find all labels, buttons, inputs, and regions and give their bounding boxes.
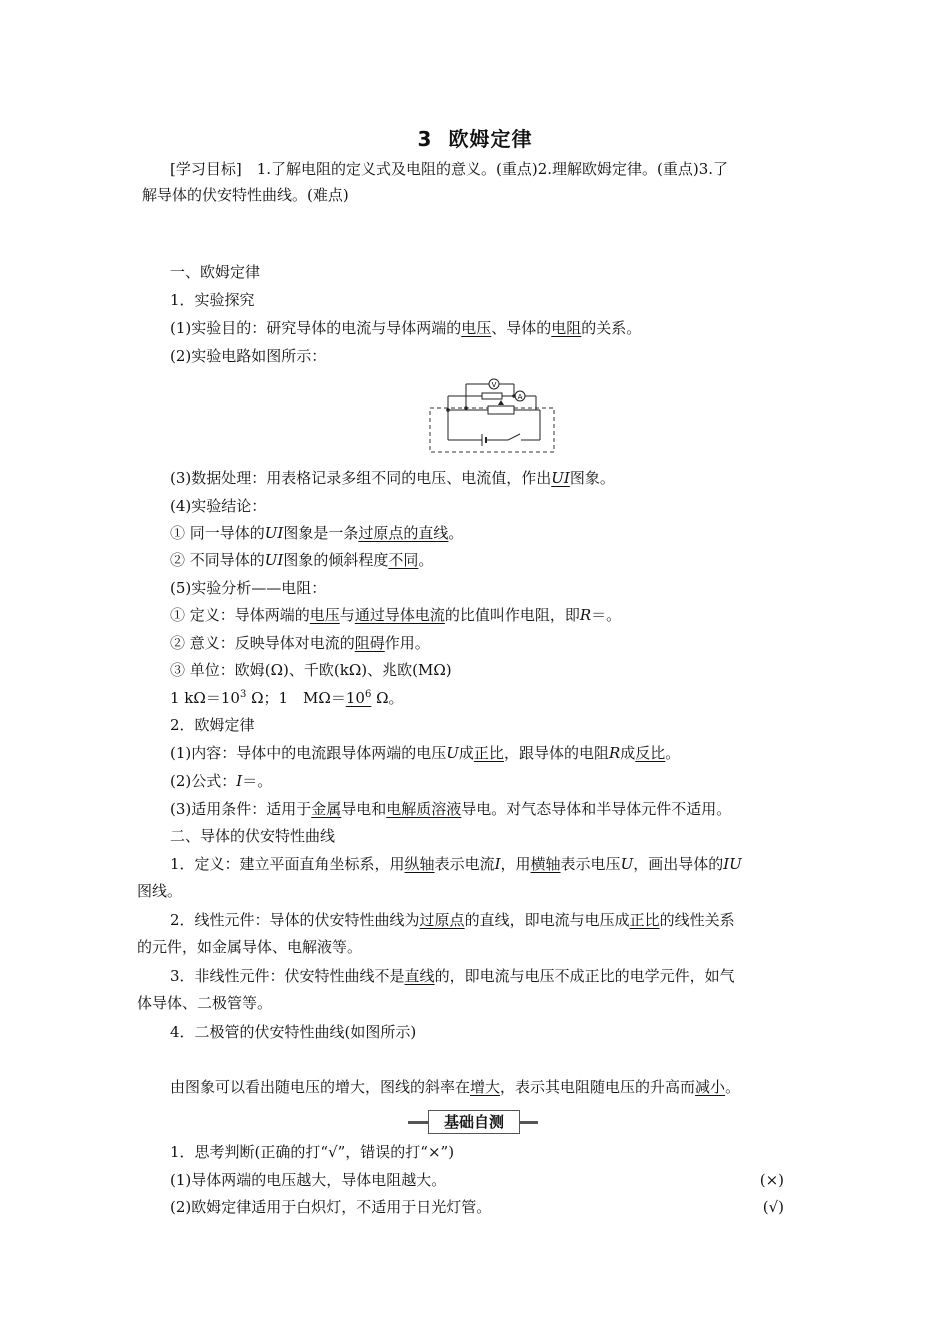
text: (3)数据处理：用表格记录多组不同的电压、电流值，作出 (170, 469, 552, 487)
diode-curve: 4．二极管的伏安特性曲线(如图所示) (170, 1023, 417, 1041)
voltmeter-label: V (491, 381, 497, 389)
text: (1)实验目的：研究导体的电流与导体两端的 (170, 319, 462, 337)
underlined-answer: 直线 (404, 967, 435, 985)
text: 。 (665, 744, 681, 762)
text: 图象。 (569, 469, 615, 487)
goals-line-1: [学习目标] 1.了解电阻的定义式及电阻的意义。(重点)2.理解欧姆定律。(重点)3.了 (170, 160, 729, 178)
underlined-answer: 正比 (473, 744, 504, 762)
variable: UI (264, 551, 284, 569)
subheading-experiment: 1．实验探究 (170, 291, 255, 309)
underlined-answer: 增大 (470, 1078, 501, 1096)
curve-definition-cont: 图线。 (137, 882, 183, 900)
ammeter-label: A (517, 393, 523, 401)
text: 的比值叫作电阻，即 (444, 606, 580, 624)
text: 表示电流 (434, 855, 495, 873)
conclusion-2 (170, 550, 433, 570)
law-formula (170, 771, 272, 791)
variable: R (579, 606, 592, 624)
rheostat-icon (488, 406, 514, 414)
quiz-answer-1: (×) (759, 1171, 784, 1189)
text: 的线性关系 (659, 911, 735, 929)
learning-goals (142, 156, 812, 208)
underlined-answer: 纵轴 (404, 855, 435, 873)
text: ，跟导体的电阻 (503, 744, 609, 762)
underlined-answer: 电解质溶液 (386, 800, 462, 818)
text: 成 (458, 744, 474, 762)
underlined-answer: 正比 (629, 911, 660, 929)
text: ＝。 (591, 606, 622, 624)
text: 图象的倾斜程度 (283, 551, 389, 569)
text: 作用。 (384, 634, 430, 652)
underlined-answer: 反比 (635, 744, 666, 762)
text: 图象是一条 (283, 524, 359, 542)
variable: I (236, 772, 243, 790)
junction-dot (512, 394, 516, 398)
text: 1．定义：建立平面直角坐标系，用 (170, 855, 405, 873)
underlined-answer: 阻碍 (354, 634, 385, 652)
text: 3．非线性元件：伏安特性曲线不是 (170, 967, 405, 985)
switch-icon (508, 434, 520, 440)
text: ＝。 (242, 772, 273, 790)
linear-element-cont: 的元件，如金属导体、电解液等。 (137, 938, 363, 956)
text: 表示电压 (560, 855, 621, 873)
unit-conversion (170, 688, 404, 708)
text: Ω；1 MΩ＝ (246, 689, 346, 707)
text: 2．线性元件：导体的伏安特性曲线为 (170, 911, 420, 929)
underlined-answer: 横轴 (530, 855, 561, 873)
text: 。 (418, 551, 434, 569)
law-content (170, 743, 680, 763)
exponent: 6 (364, 689, 372, 700)
quiz-answer-2: (√) (762, 1198, 784, 1216)
text: ① 同一导体的 (170, 524, 265, 542)
text: 1 kΩ＝10 (170, 689, 240, 707)
slider-arrow-icon (498, 400, 504, 405)
self-test-badge (408, 1110, 538, 1134)
underlined-answer: 金属 (311, 800, 342, 818)
variable: U (446, 744, 459, 762)
definition-2 (170, 633, 430, 653)
section-1-heading: 一、欧姆定律 (170, 263, 261, 281)
paragraph-circuit: (2)实验电路如图所示： (170, 347, 327, 365)
resistor-icon (482, 393, 502, 399)
underlined-answer: 减小 (695, 1078, 726, 1096)
curve-definition (170, 854, 742, 874)
text: (3)适用条件：适用于 (170, 800, 312, 818)
text: ，用 (500, 855, 531, 873)
text: ② 意义：反映导体对电流的 (170, 634, 355, 652)
junction-dot (464, 406, 468, 410)
variable: R (608, 744, 621, 762)
underlined-answer: 电压 (461, 319, 492, 337)
nonlinear-element (170, 966, 735, 986)
text: 与 (339, 606, 355, 624)
definition-1 (170, 605, 621, 625)
title-text: 欧姆定律 (448, 127, 533, 151)
underlined-answer: 过原点的直线 (358, 524, 449, 542)
page-title (0, 123, 950, 152)
paragraph-data (170, 468, 615, 488)
text: Ω。 (371, 689, 404, 707)
text: (1)内容：导体中的电流跟导体两端的电压 (170, 744, 447, 762)
variable: UI (264, 524, 284, 542)
section-2-heading: 二、导体的伏安特性曲线 (170, 827, 336, 845)
title-number: 3 (417, 127, 433, 151)
underlined-answer: 不同 (388, 551, 419, 569)
paragraph-purpose (170, 318, 641, 338)
text: 由图象可以看出随电压的增大，图线的斜率在 (170, 1078, 471, 1096)
quiz-item-1: (1)导体两端的电压越大，导体电阻越大。 (170, 1171, 447, 1189)
conclusion-1 (170, 523, 463, 543)
variable: IU (723, 855, 742, 873)
definition-3: ③ 单位：欧姆(Ω)、千欧(kΩ)、兆欧(MΩ) (170, 661, 452, 679)
dashed-box (430, 408, 554, 452)
text: 导电和 (341, 800, 387, 818)
variable: I (494, 855, 501, 873)
underlined-answer: 过原点 (419, 911, 465, 929)
text: 。 (448, 524, 464, 542)
paragraph-analysis: (5)实验分析——电阻： (170, 579, 327, 597)
text: ① 定义：导体两端的 (170, 606, 310, 624)
diode-conclusion (170, 1077, 740, 1097)
underlined-answer: 10 (345, 689, 365, 707)
linear-element (170, 910, 735, 930)
text: ，表示其电阻随电压的升高而 (500, 1078, 696, 1096)
text: (2)公式： (170, 772, 237, 790)
quiz-instruction: 1．思考判断(正确的打“√”，错误的打“×”) (170, 1143, 455, 1161)
underlined-answer: 电阻 (551, 319, 582, 337)
subheading-ohms-law: 2．欧姆定律 (170, 716, 255, 734)
nonlinear-element-cont: 体导体、二极管等。 (137, 994, 273, 1012)
law-conditions (170, 799, 731, 819)
paragraph-conclusion: (4)实验结论： (170, 497, 267, 515)
underlined-answer: 电压 (309, 606, 340, 624)
text: 。 (725, 1078, 741, 1096)
variable: U (620, 855, 634, 873)
text: ，画出导体的 (633, 855, 724, 873)
text: 、导体的 (491, 319, 552, 337)
exponent: 3 (239, 689, 247, 700)
goals-line-2: 解导体的伏安特性曲线。(难点) (142, 186, 349, 204)
text: 的，即电流与电压不成正比的电学元件，如气 (434, 967, 735, 985)
badge-label: 基础自测 (428, 1110, 520, 1134)
underlined-answer: 通过导体电流 (354, 606, 445, 624)
text: 成 (620, 744, 636, 762)
quiz-item-2: (2)欧姆定律适用于白炽灯，不适用于日光灯管。 (170, 1198, 492, 1216)
text: ② 不同导体的 (170, 551, 265, 569)
text: 的直线，即电流与电压成 (464, 911, 630, 929)
circuit-diagram (428, 376, 556, 454)
text: 的关系。 (581, 319, 642, 337)
underlined-answer: UI (551, 469, 570, 487)
text: 导电。对气态导体和半导体元件不适用。 (461, 800, 732, 818)
